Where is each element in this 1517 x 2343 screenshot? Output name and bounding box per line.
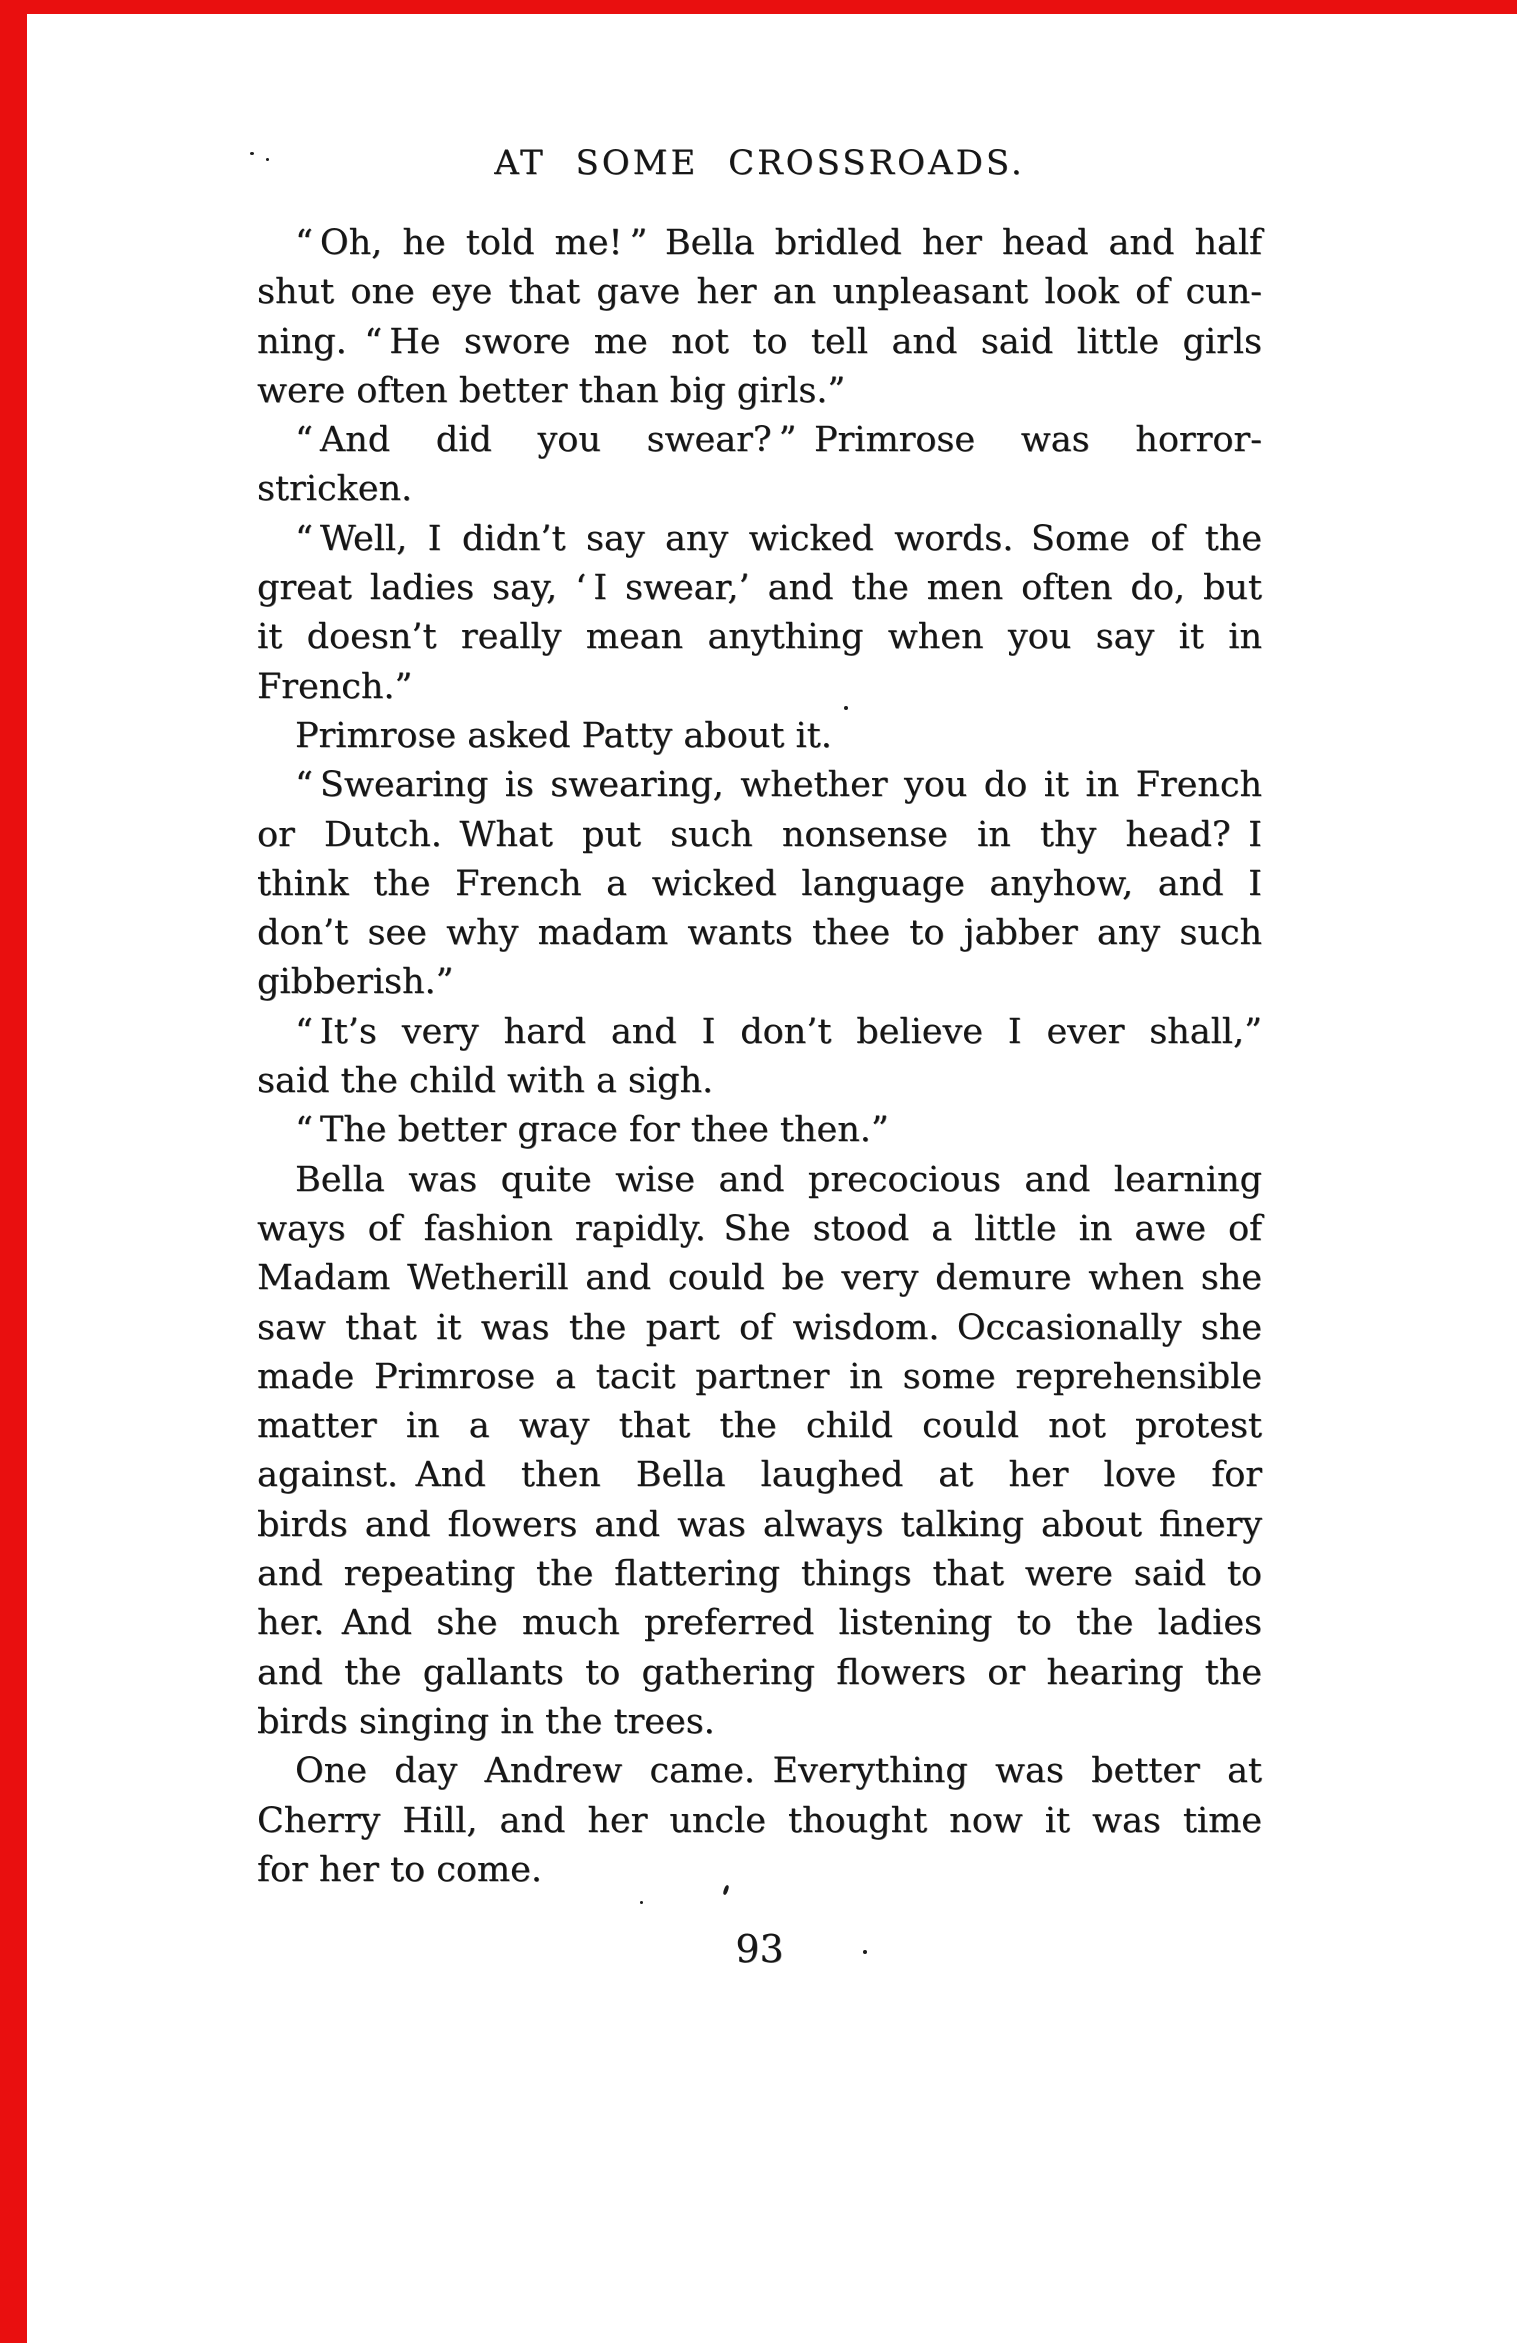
text-line: against. And then Bella laughed at her love for	[257, 1455, 1262, 1496]
text-line: great ladies say, ‘ I swear,’ and the men often do, but	[257, 568, 1262, 609]
scan-speck	[640, 1901, 643, 1904]
text-line: birds singing in the trees.	[257, 1701, 715, 1742]
text-line: ways of fashion rapidly. She stood a little in awe of	[257, 1208, 1262, 1249]
page-number: 93	[735, 1927, 784, 1971]
text-line: ning. “ He swore me not to tell and said little girls	[257, 321, 1262, 362]
text-line: gibberish.”	[257, 962, 454, 1003]
text-line: “ Oh, he told me! ” Bella bridled her head and half	[295, 223, 1262, 263]
text-line: shut one eye that gave her an unpleasant look of cun-	[257, 272, 1262, 313]
text-line: think the French a wicked language anyhow, and I	[257, 863, 1262, 904]
text-line: said the child with a sigh.	[257, 1061, 714, 1102]
text-line: were often better than big girls.”	[257, 370, 846, 411]
body-text	[257, 219, 1262, 1895]
text-line: don’t see why madam wants thee to jabber any such	[257, 913, 1262, 954]
running-header: AT SOME CROSSROADS.	[494, 143, 1025, 183]
text-line: and the gallants to gathering flowers or hearing the	[257, 1652, 1262, 1693]
text-line: “ And did you swear? ” Primrose was horror-	[295, 420, 1262, 461]
text-line: it doesn’t really mean anything when you say it in	[257, 617, 1262, 658]
scan-edge-left	[0, 0, 27, 2343]
scan-edge-top	[0, 0, 1517, 14]
text-line: Bella was quite wise and precocious and learning	[295, 1159, 1262, 1200]
text-line: Cherry Hill, and her uncle thought now it was time	[257, 1800, 1262, 1841]
text-line: “ It’s very hard and I don’t believe I ever shall,”	[295, 1011, 1262, 1052]
scan-speck	[250, 152, 254, 155]
text-line: birds and flowers and was always talking about finery	[257, 1504, 1262, 1545]
text-line: “ Well, I didn’t say any wicked words. Some of the	[295, 518, 1262, 559]
scan-speck	[863, 1950, 867, 1954]
text-line: saw that it was the part of wisdom. Occasionally she	[257, 1307, 1262, 1348]
text-line: One day Andrew came. Everything was better at	[295, 1751, 1262, 1792]
text-line: matter in a way that the child could not protest	[257, 1406, 1262, 1447]
text-line: “ The better grace for thee then.”	[295, 1110, 889, 1151]
scan-speck	[266, 158, 269, 161]
text-line: for her to come.	[257, 1849, 542, 1890]
text-line: or Dutch. What put such nonsense in thy head? I	[257, 814, 1262, 855]
scan-speck	[844, 706, 848, 710]
text-line: her. And she much preferred listening to the ladies	[257, 1603, 1262, 1644]
text-line: made Primrose a tacit partner in some reprehensible	[257, 1356, 1262, 1397]
text-line: and repeating the flattering things that were said to	[257, 1554, 1262, 1595]
text-line: French.”	[257, 666, 413, 707]
text-line: stricken.	[257, 469, 413, 510]
text-line: Primrose asked Patty about it.	[295, 715, 832, 756]
text-line: Madam Wetherill and could be very demure when she	[257, 1258, 1262, 1299]
text-line: “ Swearing is swearing, whether you do it in French	[295, 765, 1262, 806]
